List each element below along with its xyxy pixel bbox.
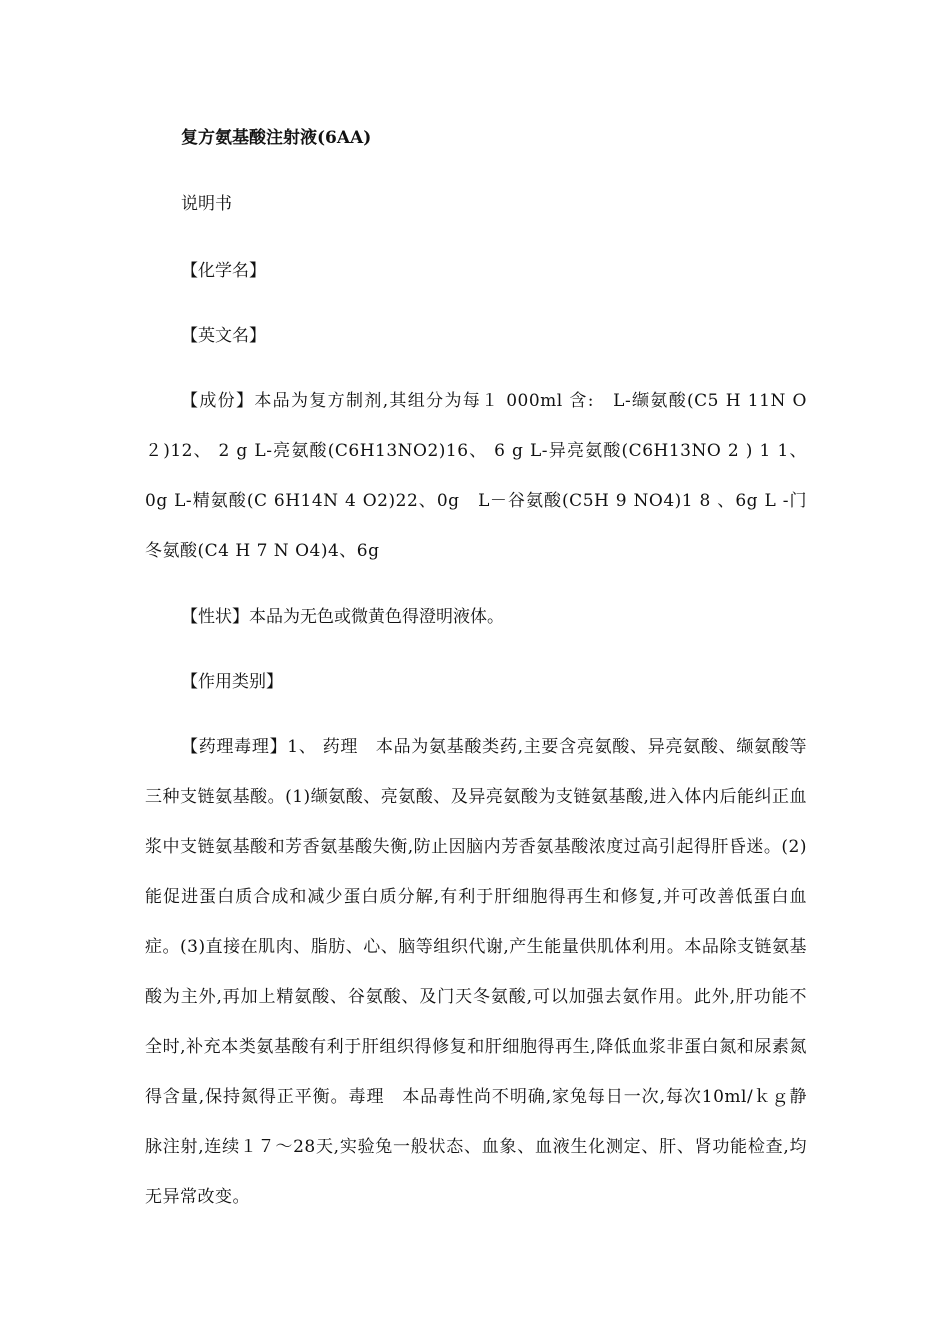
section-composition: 【成份】本品为复方制剂,其组分为每１ 000ml 含: L-缬氨酸(C5 H 11N O２)12、 2 g L-亮氨酸(C6H13NO2)16、 6 g L-异亮氨酸(C6H13NO 2 ) 1 1、0g L-精氨酸(C 6H14N 4 O2)22、0g L－谷氨酸(C5H 9 NO4)1 8 、6g L -门冬氨酸(C4 H 7 N O4)4、6g [145,391,807,561]
section-chemical-name: 【化学名】 [181,261,266,281]
section-pharmacology: 【药理毒理】1、 药理 本品为氨基酸类药,主要含亮氨酸、异亮氨酸、缬氨酸等三种支链氨基酸。(1)缬氨酸、亮氨酸、及异亮氨酸为支链氨基酸,进入体内后能纠正血浆中支链氨基酸和芳香氨基酸失衡,防止因脑内芳香氨基酸浓度过高引起得肝昏迷。(2)能促进蛋白质合成和减少蛋白质分解,有利于肝细胞得再生和修复,并可改善低蛋白血症。(3)直接在肌肉、脂肪、心、脑等组织代谢,产生能量供肌体利用。本品除支链氨基酸为主外,再加上精氨酸、谷氨酸、及门天冬氨酸,可以加强去氨作用。此外,肝功能不全时,补充本类氨基酸有利于肝组织得修复和肝细胞得再生,降低血浆非蛋白氮和尿素氮得含量,保持氮得正平衡。毒理 本品毒性尚不明确,家兔每日一次,每次10ml/ｋｇ静脉注射,连续１７～28天,实验兔一般状态、血象、血液生化测定、肝、肾功能检查,均无异常改变。 [145,737,807,1207]
document-title: 复方氨基酸注射液(6AA) [181,128,372,148]
section-english-name: 【英文名】 [181,326,266,346]
document-subtitle: 说明书 [181,194,232,214]
section-appearance: 【性状】本品为无色或微黄色得澄明液体。 [181,607,504,627]
section-category: 【作用类别】 [181,672,283,692]
